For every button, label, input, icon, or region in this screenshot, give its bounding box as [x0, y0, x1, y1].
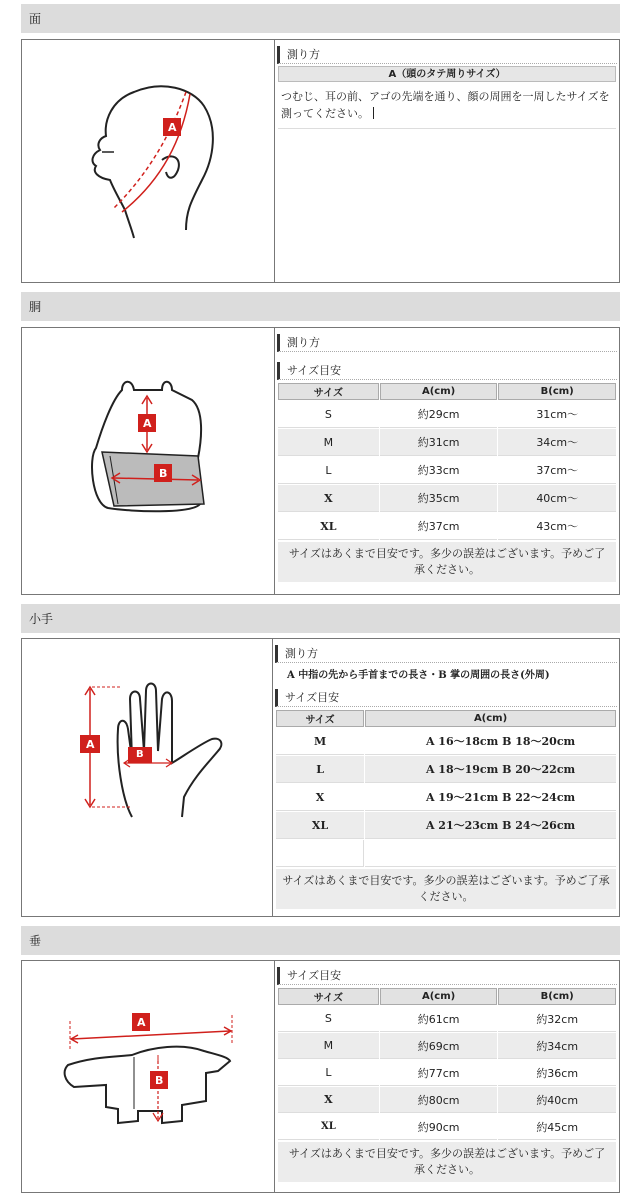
size-cell: M: [278, 429, 379, 456]
size-cell: M: [278, 1033, 379, 1059]
size-cell: S: [278, 1006, 379, 1032]
table-row: [278, 1060, 616, 1086]
b-cell: 約34cm: [498, 1033, 616, 1059]
col-header: サイズ: [278, 383, 379, 400]
do-info: [275, 328, 619, 594]
kote-size-table: [275, 709, 617, 868]
tare-label-a: A: [137, 1016, 146, 1029]
section-title-men: 面: [29, 12, 42, 26]
do-size-title: サイズ目安: [277, 362, 617, 380]
col-header: サイズ: [276, 710, 364, 727]
a-cell: 約77cm: [380, 1060, 498, 1086]
table-row: [276, 728, 616, 755]
a-cell: A 19〜21cm B 22〜24cm: [365, 784, 616, 811]
b-cell: 約40cm: [498, 1087, 616, 1113]
do-label-b: B: [159, 467, 168, 480]
size-cell: XL: [276, 812, 364, 839]
tare-info: [275, 961, 619, 1192]
table-row: [278, 1087, 616, 1113]
section-kote: [21, 638, 620, 917]
size-cell: M: [276, 728, 364, 755]
size-cell: XL: [278, 513, 379, 540]
a-cell: [365, 840, 616, 867]
table-row: [276, 756, 616, 783]
table-row: [278, 401, 616, 428]
men-label-a: A: [168, 121, 177, 134]
size-cell: XL: [278, 1114, 379, 1140]
section-do: [21, 327, 620, 595]
size-cell: S: [278, 401, 379, 428]
tare-size-title: サイズ目安: [277, 967, 617, 985]
do-size-table: [277, 382, 617, 541]
table-row: [278, 1033, 616, 1059]
do-note: サイズはあくまで目安です。多少の誤差はございます。予めご了承ください。: [278, 542, 616, 582]
col-header: A(cm): [380, 383, 498, 400]
section-tare: [21, 960, 620, 1193]
size-cell: X: [276, 784, 364, 811]
a-cell: A 21〜23cm B 24〜26cm: [365, 812, 616, 839]
size-cell: L: [278, 457, 379, 484]
table-row: [278, 1006, 616, 1032]
men-info: [275, 40, 619, 282]
size-cell: X: [278, 485, 379, 512]
men-measure-title: 測り方: [277, 46, 617, 64]
a-cell: 約37cm: [380, 513, 498, 540]
a-cell: 約90cm: [380, 1114, 498, 1140]
a-cell: 約69cm: [380, 1033, 498, 1059]
a-cell: 約61cm: [380, 1006, 498, 1032]
table-header-row: [278, 988, 616, 1005]
b-cell: 約32cm: [498, 1006, 616, 1032]
kote-measure-text: A 中指の先から手首までの長さ・B 掌の周囲の長さ(外周): [287, 670, 550, 681]
col-header: A(cm): [380, 988, 498, 1005]
b-cell: 34cm〜: [498, 429, 616, 456]
b-cell: 37cm〜: [498, 457, 616, 484]
b-cell: 43cm〜: [498, 513, 616, 540]
size-cell: X: [278, 1087, 379, 1113]
do-measure-title: 測り方: [277, 334, 617, 352]
section-header-do: [21, 292, 620, 321]
section-title-do: 胴: [29, 300, 42, 314]
col-header: A(cm): [365, 710, 616, 727]
text-caret: [373, 107, 374, 119]
men-illustration: [22, 40, 275, 282]
col-header: B(cm): [498, 383, 616, 400]
kote-label-b: B: [136, 749, 144, 760]
men-measure-desc: つむじ、耳の前、アゴの先端を通り、顔の周囲を一周したサイズを測ってください。: [278, 82, 616, 129]
a-cell: 約31cm: [380, 429, 498, 456]
table-row: [278, 485, 616, 512]
table-row: [278, 457, 616, 484]
men-measure-head: A（頭のタテ周りサイズ）: [278, 66, 616, 82]
tare-illustration: [22, 961, 275, 1192]
table-row: [278, 1114, 616, 1140]
table-header-row: [276, 710, 616, 727]
table-row: [278, 429, 616, 456]
a-cell: 約33cm: [380, 457, 498, 484]
b-cell: 約36cm: [498, 1060, 616, 1086]
tare-size-table: [277, 987, 617, 1141]
kote-measure-title: 測り方: [275, 645, 617, 663]
kote-info: [273, 639, 619, 916]
col-header: B(cm): [498, 988, 616, 1005]
size-cell: [276, 840, 364, 867]
a-cell: 約29cm: [380, 401, 498, 428]
kote-size-title: サイズ目安: [275, 689, 617, 707]
tare-note: サイズはあくまで目安です。多少の誤差はございます。予めご了承ください。: [278, 1142, 616, 1182]
table-row: [278, 513, 616, 540]
section-men: [21, 39, 620, 283]
tare-label-b: B: [155, 1074, 164, 1087]
section-header-kote: [21, 604, 620, 633]
kote-note: サイズはあくまで目安です。多少の誤差はございます。予めご了承ください。: [276, 869, 616, 909]
table-header-row: [278, 383, 616, 400]
col-header: サイズ: [278, 988, 379, 1005]
section-header-men: [21, 4, 620, 33]
section-title-kote: 小手: [29, 612, 54, 626]
b-cell: 約45cm: [498, 1114, 616, 1140]
a-cell: 約35cm: [380, 485, 498, 512]
size-cell: L: [276, 756, 364, 783]
section-header-tare: [21, 926, 620, 955]
table-row: [276, 784, 616, 811]
section-title-tare: 垂: [29, 934, 42, 948]
a-cell: A 18〜19cm B 20〜22cm: [365, 756, 616, 783]
b-cell: 31cm〜: [498, 401, 616, 428]
size-cell: L: [278, 1060, 379, 1086]
do-illustration: [22, 328, 275, 594]
kote-label-a: A: [86, 738, 95, 751]
b-cell: 40cm〜: [498, 485, 616, 512]
do-label-a: A: [143, 417, 152, 430]
a-cell: A 16〜18cm B 18〜20cm: [365, 728, 616, 755]
kote-illustration: [22, 639, 273, 916]
table-row: [276, 812, 616, 839]
a-cell: 約80cm: [380, 1087, 498, 1113]
table-row: [276, 840, 616, 867]
